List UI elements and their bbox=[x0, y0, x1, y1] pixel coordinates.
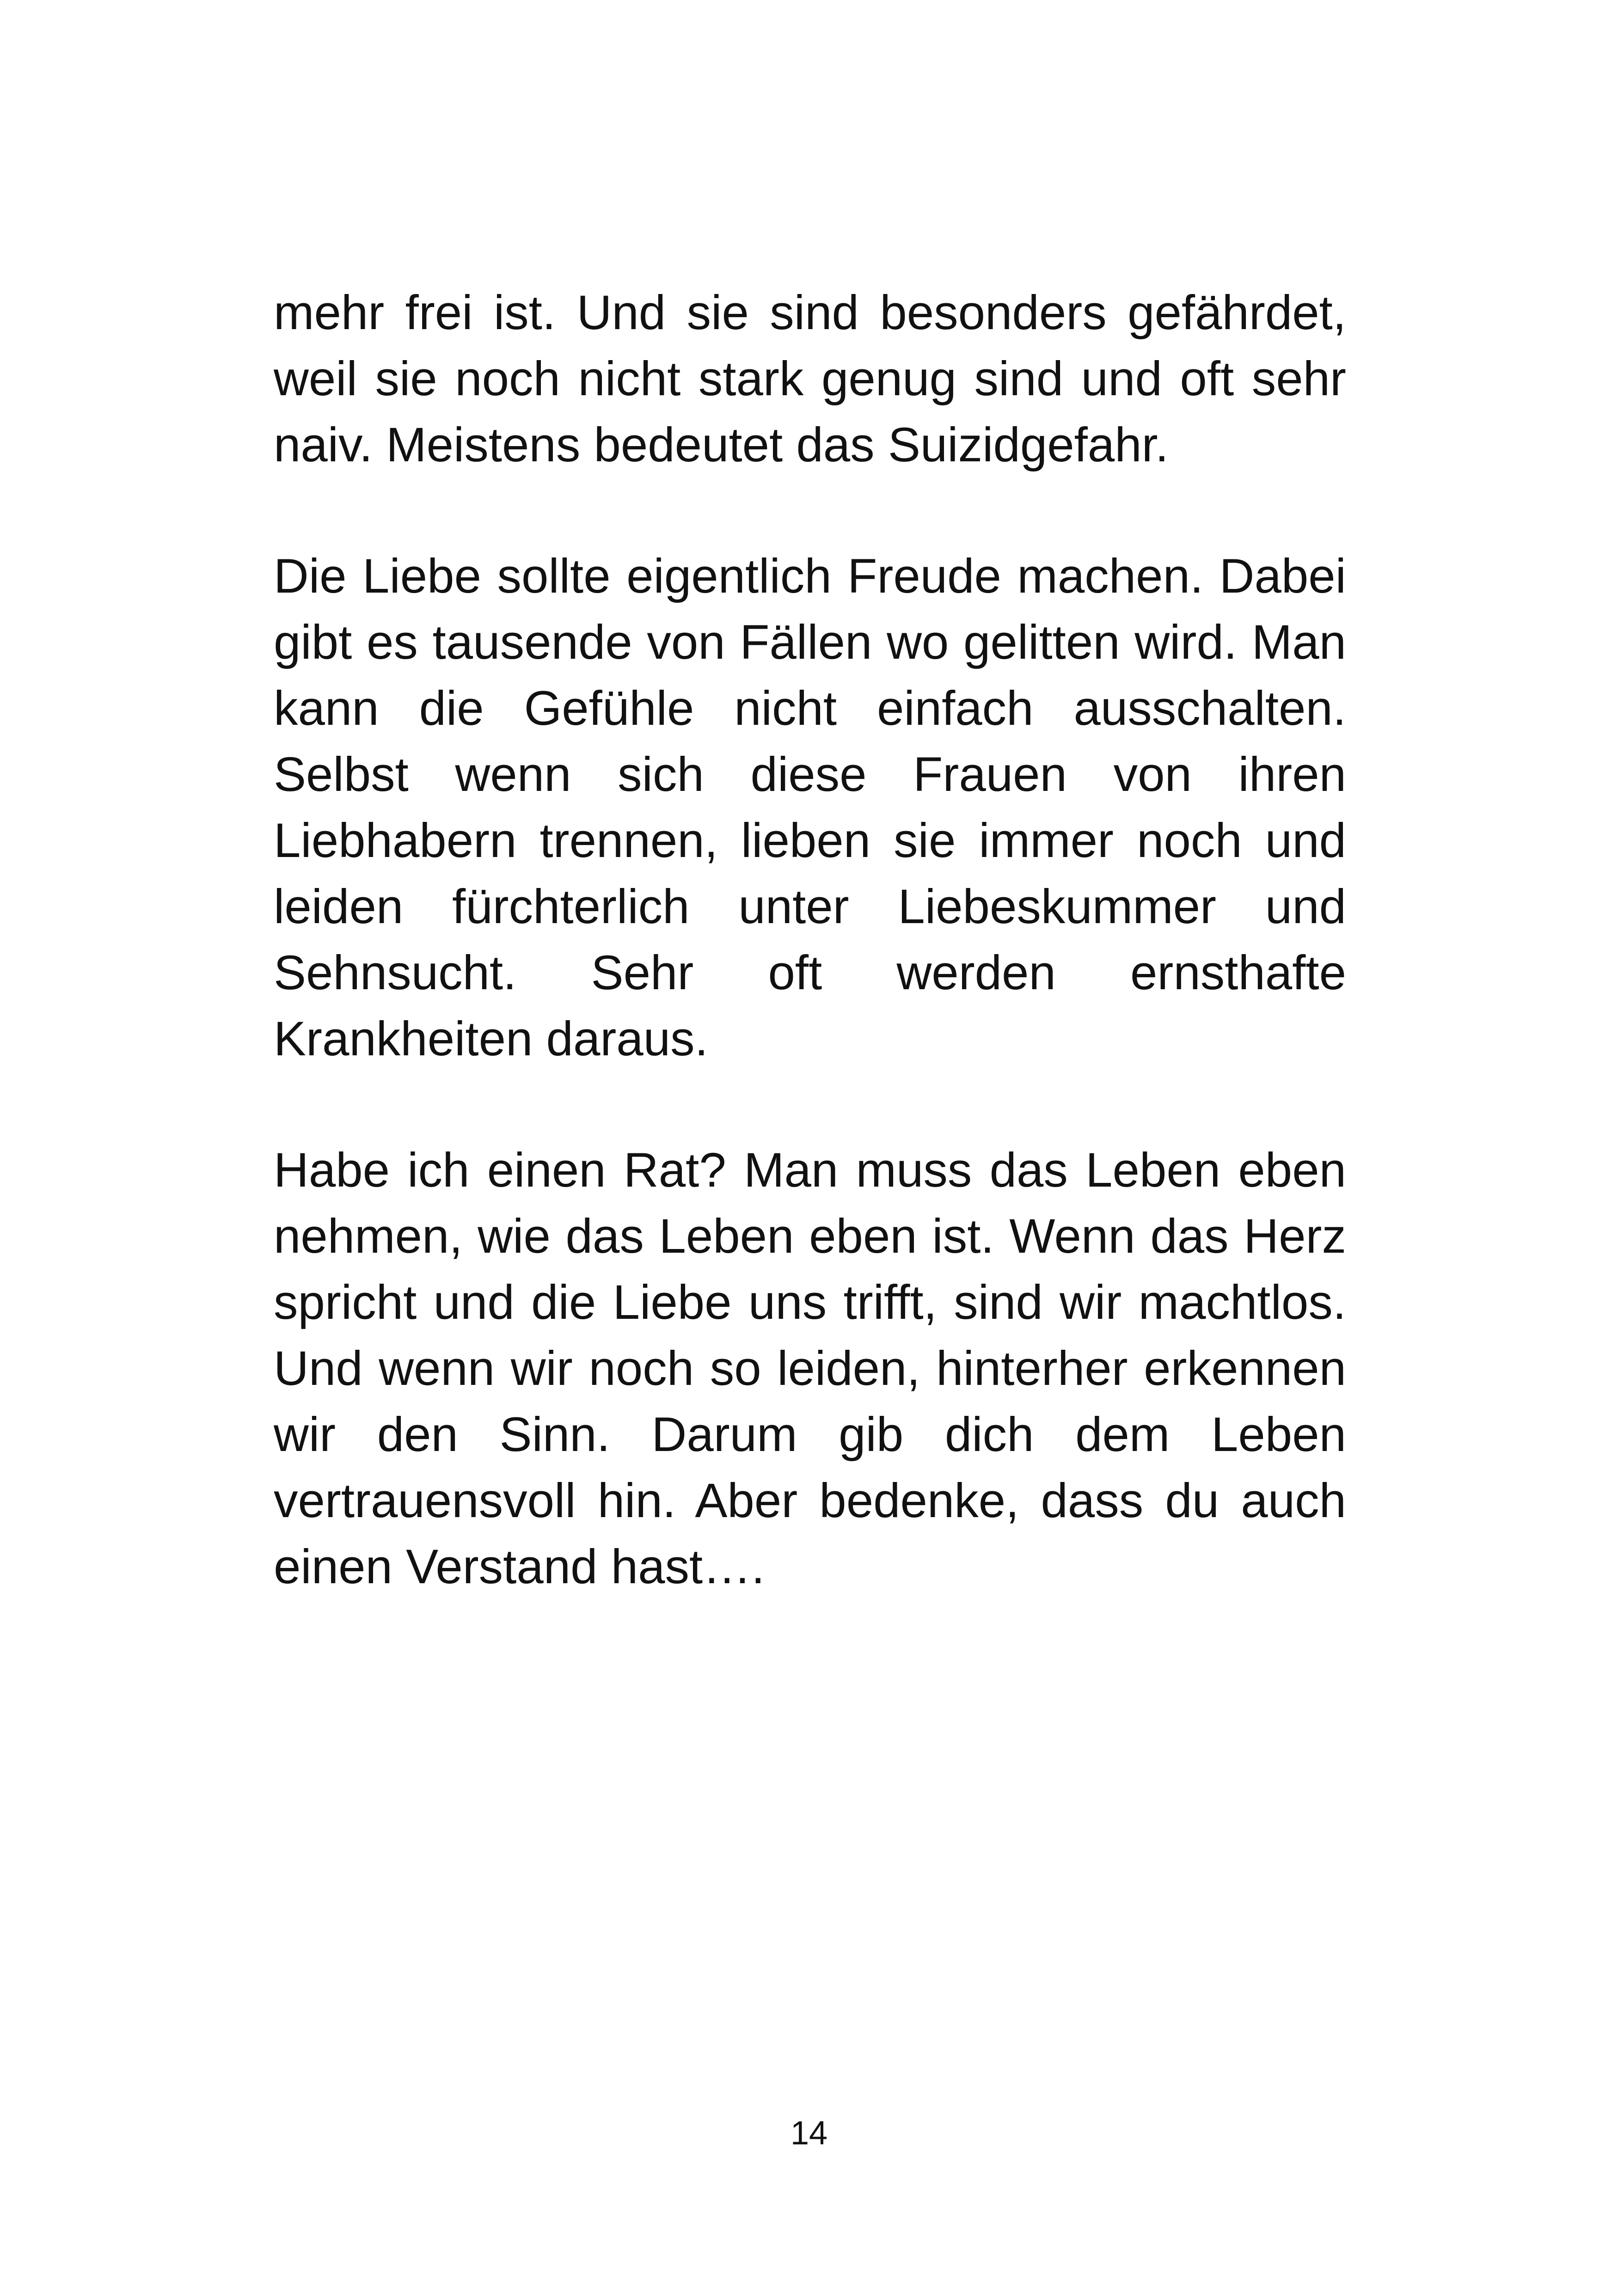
text-line: Krankheiten daraus. bbox=[274, 1012, 708, 1066]
text-line: nehmen, wie das Leben eben ist. Wenn das Herz bbox=[274, 1209, 1346, 1263]
text-line: Selbst wenn sich diese Frauen von ihren bbox=[274, 747, 1346, 802]
text-line: spricht und die Liebe uns trifft, sind wir machtlos. bbox=[274, 1275, 1346, 1329]
paragraph-1 bbox=[274, 280, 1346, 478]
text-line: wir den Sinn. Darum gib dich dem Leben bbox=[274, 1408, 1346, 1462]
text-line: Die Liebe sollte eigentlich Freude machen. Dabei bbox=[274, 549, 1346, 603]
text-line: weil sie noch nicht stark genug sind und oft sehr bbox=[274, 352, 1346, 406]
text-line: naiv. Meistens bedeutet das Suizidgefahr. bbox=[274, 418, 1169, 472]
text-line: mehr frei ist. Und sie sind besonders gefährdet, bbox=[274, 286, 1346, 340]
page-number: 14 bbox=[790, 2115, 828, 2152]
text-line: einen Verstand hast…. bbox=[274, 1540, 765, 1594]
paragraph-3 bbox=[274, 1137, 1346, 1600]
text-line: leiden fürchterlich unter Liebeskummer und bbox=[274, 880, 1346, 934]
text-line: Sehnsucht. Sehr oft werden ernsthafte bbox=[274, 946, 1346, 1000]
text-line: kann die Gefühle nicht einfach ausschalten. bbox=[274, 681, 1346, 735]
text-line: gibt es tausende von Fällen wo gelitten wird. Man bbox=[274, 615, 1346, 669]
text-line: Habe ich einen Rat? Man muss das Leben eben bbox=[274, 1143, 1346, 1197]
text-line: vertrauensvoll hin. Aber bedenke, dass du auch bbox=[274, 1474, 1346, 1528]
text-line: Und wenn wir noch so leiden, hinterher erkennen bbox=[274, 1341, 1346, 1396]
text-line: Liebhabern trennen, lieben sie immer noch und bbox=[274, 814, 1346, 868]
paragraph-2 bbox=[274, 543, 1346, 1072]
